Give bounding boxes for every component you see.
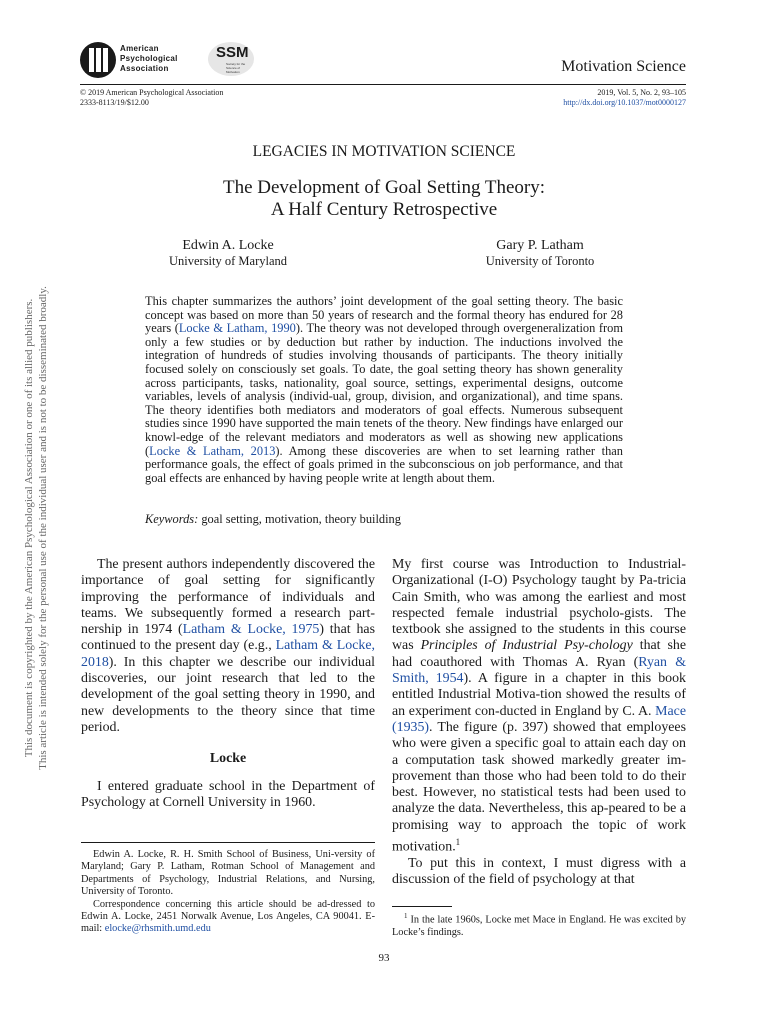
page-number: 93 <box>378 952 390 964</box>
author-name: Edwin A. Locke <box>182 238 274 253</box>
citation-link[interactable]: Latham & Locke, 1975 <box>182 622 320 638</box>
keywords-label: Keywords: <box>145 512 199 526</box>
body-paragraph: My first course was Introduction to Industrial-Organizational (I-O) Psychology taught by Pa-tricia Cain Smith, who was among the earliest and most respected female industrial psycholo-gists. The textbook she assigned to the students in this course was Principles of Industrial Psy-chology that she had coauthored with Thomas A. Ryan (Ryan & Smith, 1954). A figure in a chapter in this book entitled Industrial Motiva-tion showed the results of an experiment con-ducted in England by C. A. Mace (1935). The figure (p. 397) showed that employees who were given a specific goal to attain each day on a computation task showed markedly greater im-provement than those who had been told to do their best. However, no statistical tests had been used to analyze the data. Nevertheless, this ap-peared to be a promising way to approach the topic of work motivation.$^1$ <box>392 557 687 855</box>
author-name: Gary P. Latham <box>496 238 584 253</box>
copyright-notice: This document is copyrighted by the American Psychological Association or one of its allied publishers. This article is intended solely for the personal use of the individual user and is not to be disseminated broadly. <box>23 286 49 770</box>
citation-block <box>563 88 686 108</box>
footnote: $^1$ In the late 1960s, Locke met Mace in England. He was excited by Locke’s findings. <box>392 912 686 938</box>
apa-logo-text: American Psychological Association <box>120 44 178 73</box>
series-heading: LEGACIES IN MOTIVATION SCIENCE <box>252 143 516 160</box>
keywords: Keywords: goal setting, motivation, theory building <box>145 512 401 526</box>
abstract: This chapter summarizes the authors’ joint development of the goal setting theory. The basic concept was based on more than 50 years of research and the formal theory has endured for 28 years (Locke & Latham, 1990). The theory was not developed through overgeneralization from only a few studies or by deduction but rather by induction. The inductions involved the integration of hundreds of studies involving thousands of participants. The theory initially focused solely on consciously set goals. To date, the goal setting theory has shown generality across participants, tasks, nationality, goal source, settings, experimental designs, outcome variables, levels of analysis (individ-ual, group, division, and organizational), and time spans. The theory identifies both mediators and moderators of goal effects. Numerous subsequent studies since 1990 have supported the main tenets of the theory. New findings have enlarged our knowl-edge of the relevant mediators and moderators as well as showing new applications (Locke & Latham, 2013). Among these discoveries are when to set learning rather than performance goals, the effect of goals primed in the subconscious on job performance, and that goal effects are enhanced by having people write at length about them. <box>145 294 623 485</box>
citation: 2019, Vol. 5, No. 2, 93–105 <box>597 88 686 97</box>
ssm-logo: SSM Society for the Science of Motivation <box>206 42 258 78</box>
correspondence-note: Edwin A. Locke, R. H. Smith School of Business, Uni-versity of Maryland; Gary P. Latham, Rotman School of Management and Departments of Psychology, Industrial Relations, and Nursing, University of Toronto. Correspondence concerning this article should be ad-dressed to Edwin A. Locke, 2451 Norwalk Avenue, Los Angeles, CA 90041. E-mail: elocke@rhsmith.umd.edu <box>81 849 375 935</box>
footnote-ref[interactable]: 1 <box>455 837 461 848</box>
body-paragraph: To put this in context, I must digress with a discussion of the field of psychology at that <box>392 855 686 888</box>
body-column-right <box>392 557 686 889</box>
body-column-left <box>81 557 375 811</box>
copyright-block <box>80 88 223 108</box>
author-affiliation: University of Toronto <box>485 254 595 268</box>
apa-mark-icon <box>80 42 116 78</box>
footnote-divider <box>81 842 375 843</box>
intro-paragraph: The present authors independently discovered the importance of goal setting for significantly improving the performance of individuals and teams. We subsequently formed a research part-nership in 1974 (Latham & Locke, 1975) that has continued to the present day (e.g., Latham & Locke, 2018). In this chapter we describe our individual discoveries, our joint research that led to the development of the goal setting theory in 1990, and new developments to the theory since that time period. <box>81 557 375 735</box>
author-affiliation: University of Maryland <box>168 254 288 268</box>
citation-link[interactable]: Ryan & Smith, 1954 <box>392 654 686 687</box>
book-title: Principles of Industrial Psy-chology <box>420 638 633 654</box>
author-2 <box>458 237 622 269</box>
doi-link[interactable]: http://dx.doi.org/10.1037/mot0000127 <box>563 98 686 107</box>
citation-link[interactable]: Mace (1935) <box>392 703 686 735</box>
header-divider <box>80 84 686 85</box>
citation-link[interactable]: Locke & Latham, 1990 <box>178 321 296 336</box>
copyright: © 2019 American Psychological Association <box>80 88 224 97</box>
body-paragraph: I entered graduate school in the Department of Psychology at Cornell University in 1960. <box>81 778 375 810</box>
journal-name: Motivation Science <box>561 58 686 75</box>
apa-logo <box>80 42 200 82</box>
citation-link[interactable]: Latham & Locke, 2018 <box>81 638 375 670</box>
footnote-divider <box>392 906 452 907</box>
author-1 <box>148 237 308 269</box>
citation-link[interactable]: Locke & Latham, 2013 <box>149 443 276 458</box>
issn: 2333-8113/19/$12.00 <box>80 98 149 107</box>
email-link[interactable]: elocke@rhsmith.umd.edu <box>104 923 211 935</box>
section-heading: Locke <box>209 751 247 767</box>
article-title: The Development of Goal Setting Theory: A Half Century Retrospective <box>222 177 546 220</box>
